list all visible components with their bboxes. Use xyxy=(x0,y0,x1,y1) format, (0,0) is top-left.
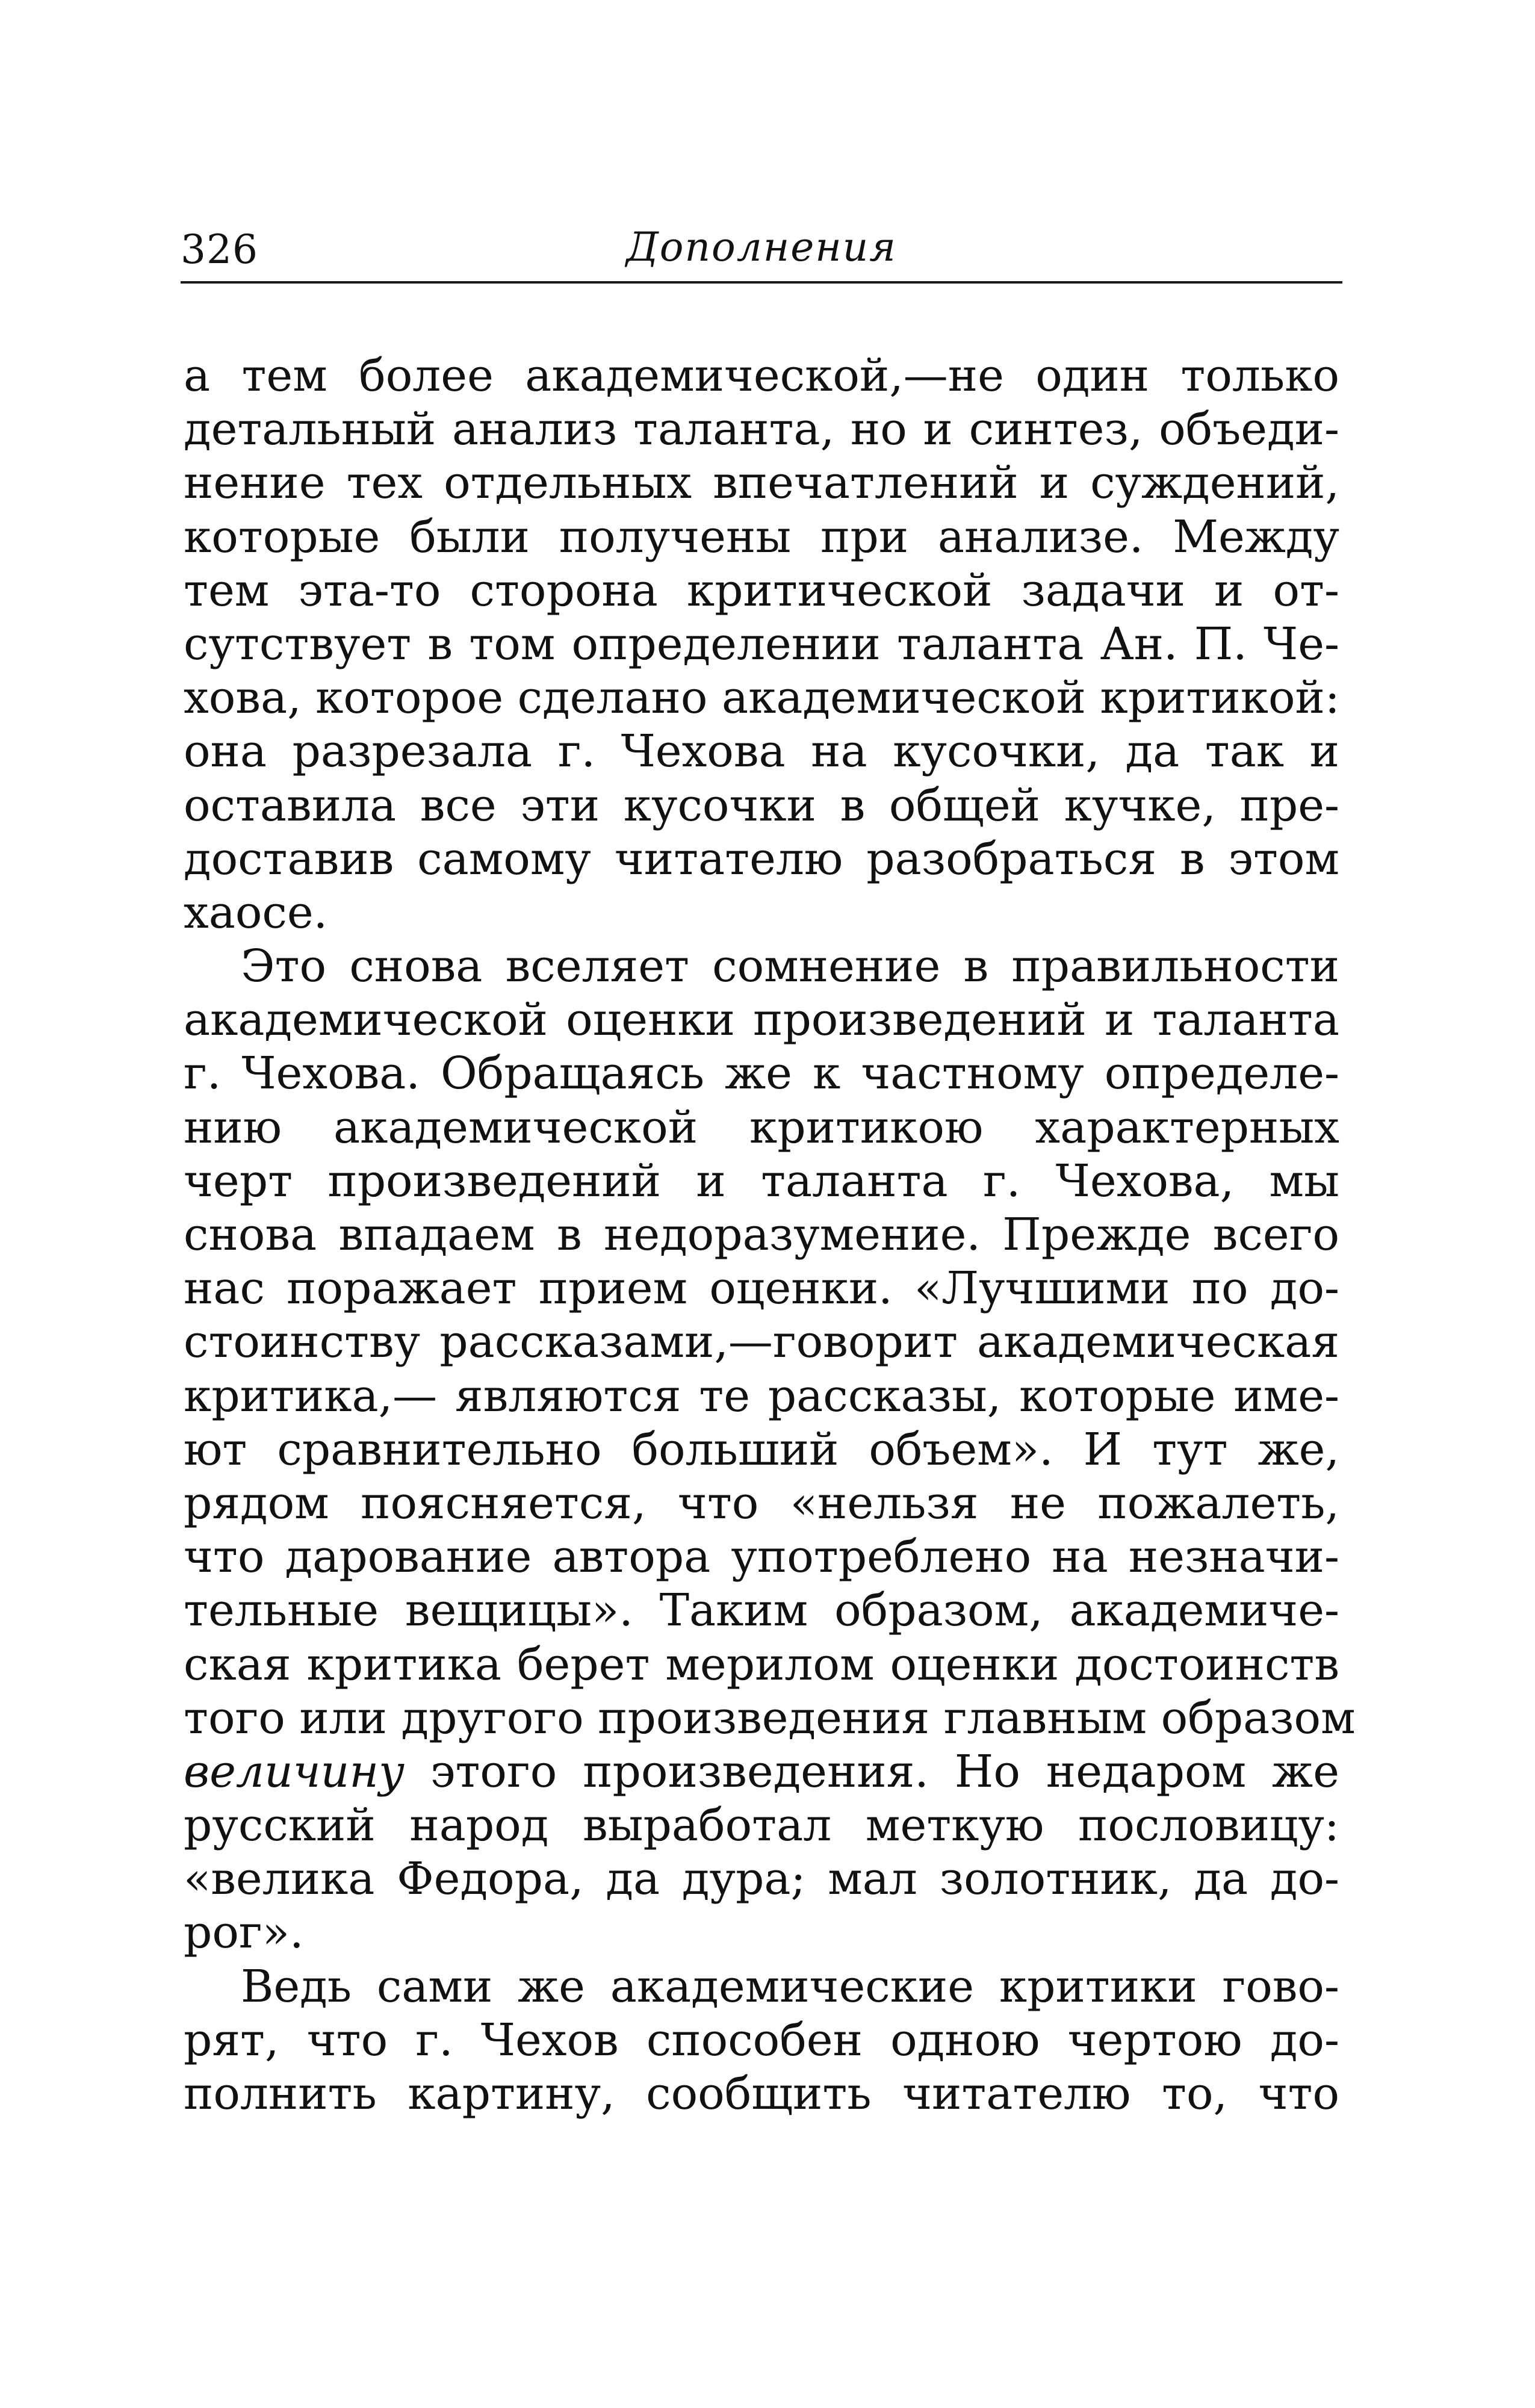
text-line: она разрезала г. Чехова на кусочки, да так и xyxy=(184,725,1339,778)
text-line: полнить картину, сообщить читателю то, что xyxy=(184,2068,1339,2120)
text-line: нию академической критикою характерных xyxy=(184,1101,1339,1153)
text-line: «велика Федора, да дура; мал золотник, да до- xyxy=(184,1853,1339,1905)
running-title: Дополнения xyxy=(626,224,897,270)
text-line: стоинству рассказами,—говорит академическая xyxy=(184,1316,1339,1368)
text-line: снова впадаем в недоразумение. Прежде всего xyxy=(184,1209,1339,1261)
page-number: 326 xyxy=(181,226,258,273)
italic-word: величину xyxy=(184,1745,405,1798)
text-line: что дарование автора употреблено на незначи- xyxy=(184,1531,1339,1583)
text-line: рог». xyxy=(184,1907,304,1959)
text-line: доставив самому читателю разобраться в этом xyxy=(184,833,1339,885)
text-line: хаосе. xyxy=(184,886,328,939)
body-text xyxy=(184,349,1356,2121)
text-line: Это снова вселяет сомнение в правильности xyxy=(241,940,1339,993)
text-line: рят, что г. Чехов способен одною чертою до- xyxy=(184,2014,1339,2066)
text-line: которые были получены при анализе. Между xyxy=(184,510,1339,563)
text-line: рядом поясняется, что «нельзя не пожалеть, xyxy=(184,1477,1339,1529)
text-line: тельные вещицы». Таким образом, академиче- xyxy=(184,1584,1339,1637)
text-line: г. Чехова. Обращаясь же к частному определе- xyxy=(184,1047,1339,1100)
header-rule xyxy=(181,281,1342,284)
text-line: Ведь сами же академические критики гово- xyxy=(241,1960,1339,2012)
text-line: черт произведений и таланта г. Чехова, мы xyxy=(184,1155,1339,1207)
text-line: того или другого произведения главным образом xyxy=(184,1692,1356,1744)
text-line: нас поражает прием оценки. «Лучшими по до- xyxy=(184,1262,1339,1315)
text-line: тем эта-то сторона критической задачи и от- xyxy=(184,564,1339,616)
text-line: хова, которое сделано академической критикой: xyxy=(184,672,1340,724)
text-line: оставила все эти кусочки в общей кучке, пре- xyxy=(184,779,1339,831)
text-line: а тем более академической,—не один только xyxy=(184,350,1339,402)
text-line: ская критика берет мерилом оценки достоинств xyxy=(184,1638,1339,1690)
text-line: нение тех отдельных впечатлений и суждений, xyxy=(184,457,1339,509)
text-line: детальный анализ таланта, но и синтез, объеди- xyxy=(184,403,1339,456)
text-line: сутствует в том определении таланта Ан. П. Че- xyxy=(184,618,1339,670)
text-line: русский народ выработал меткую пословицу: xyxy=(184,1799,1339,1852)
text-line-with-italic xyxy=(184,1745,1339,1799)
text-line: академической оценки произведений и таланта xyxy=(184,994,1339,1046)
text-line: ют сравнительно больший объем». И тут же, xyxy=(184,1423,1339,1476)
text-line: критика,— являются те рассказы, которые име- xyxy=(184,1370,1339,1422)
page-header xyxy=(181,220,1342,286)
text-line-rest: этого произведения. Но недаром же xyxy=(405,1745,1339,1798)
